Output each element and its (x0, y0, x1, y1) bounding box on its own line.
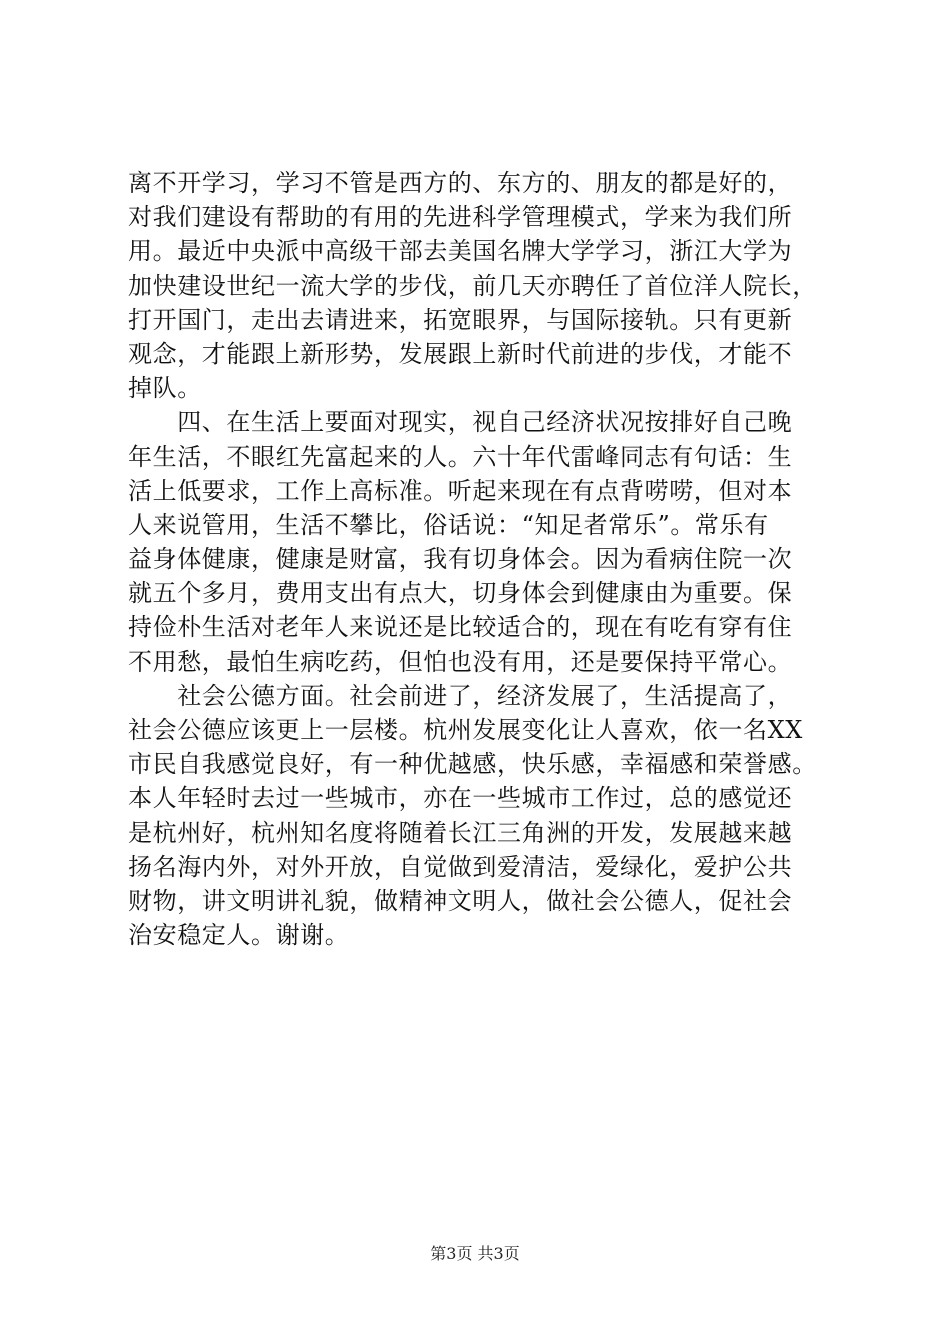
text-line: 活上低要求，工作上高标准。听起来现在有点背唠唠，但对本 (128, 476, 793, 505)
text-line: 社会公德应该更上一层楼。杭州发展变化让人喜欢，依一名XX (128, 716, 803, 744)
text-line: 市民自我感觉良好，有一种优越感，快乐感，幸福感和荣誉感。 (128, 750, 817, 779)
text-line: 扬名海内外，对外开放，自觉做到爱清洁，爱绿化，爱护公共 (128, 852, 793, 881)
text-line: 掉队。 (128, 374, 202, 403)
text-line: 年生活，不眼红先富起来的人。六十年代雷峰同志有句话：生 (128, 442, 793, 471)
document-body (128, 166, 848, 952)
text-line: 人来说管用，生活不攀比，俗话说：“知足者常乐”。常乐有 (128, 510, 769, 539)
text-line: 对我们建设有帮助的有用的先进科学管理模式，学来为我们所 (128, 203, 793, 232)
text-line: 打开国门，走出去请进来，拓宽眼界，与国际接轨。只有更新 (128, 305, 793, 334)
text-line: 不用愁，最怕生病吃药，但怕也没有用，还是要保持平常心。 (128, 647, 793, 676)
text-line: 益身体健康，健康是财富，我有切身体会。因为看病住院一次 (128, 545, 793, 574)
text-line: 持俭朴生活对老年人来说还是比较适合的，现在有吃有穿有住 (128, 613, 793, 642)
text-line: 是杭州好，杭州知名度将随着长江三角洲的开发，发展越来越 (128, 818, 793, 847)
text-line: 离不开学习，学习不管是西方的、东方的、朋友的都是好的， (128, 169, 793, 197)
page-number-footer: 第3页 共3页 (430, 1244, 520, 1263)
text-line: 用。最近中央派中高级干部去美国名牌大学学习，浙江大学为 (128, 237, 793, 266)
text-line: 加快建设世纪一流大学的步伐，前几天亦聘任了首位洋人院长， (128, 271, 817, 300)
text-line: 社会公德方面。社会前进了，经济发展了，生活提高了， (128, 681, 793, 710)
text-line: 观念，才能跟上新形势，发展跟上新时代前进的步伐，才能不 (128, 339, 793, 368)
text-line: 就五个多月，费用支出有点大，切身体会到健康由为重要。保 (128, 579, 793, 608)
text-line: 本人年轻时去过一些城市，亦在一些城市工作过，总的感觉还 (128, 784, 793, 813)
text-line: 财物，讲文明讲礼貌，做精神文明人，做社会公德人，促社会 (128, 886, 793, 915)
text-line: 四、在生活上要面对现实，视自己经济状况按排好自己晚 (128, 408, 793, 437)
text-line: 治安稳定人。谢谢。 (128, 921, 350, 950)
